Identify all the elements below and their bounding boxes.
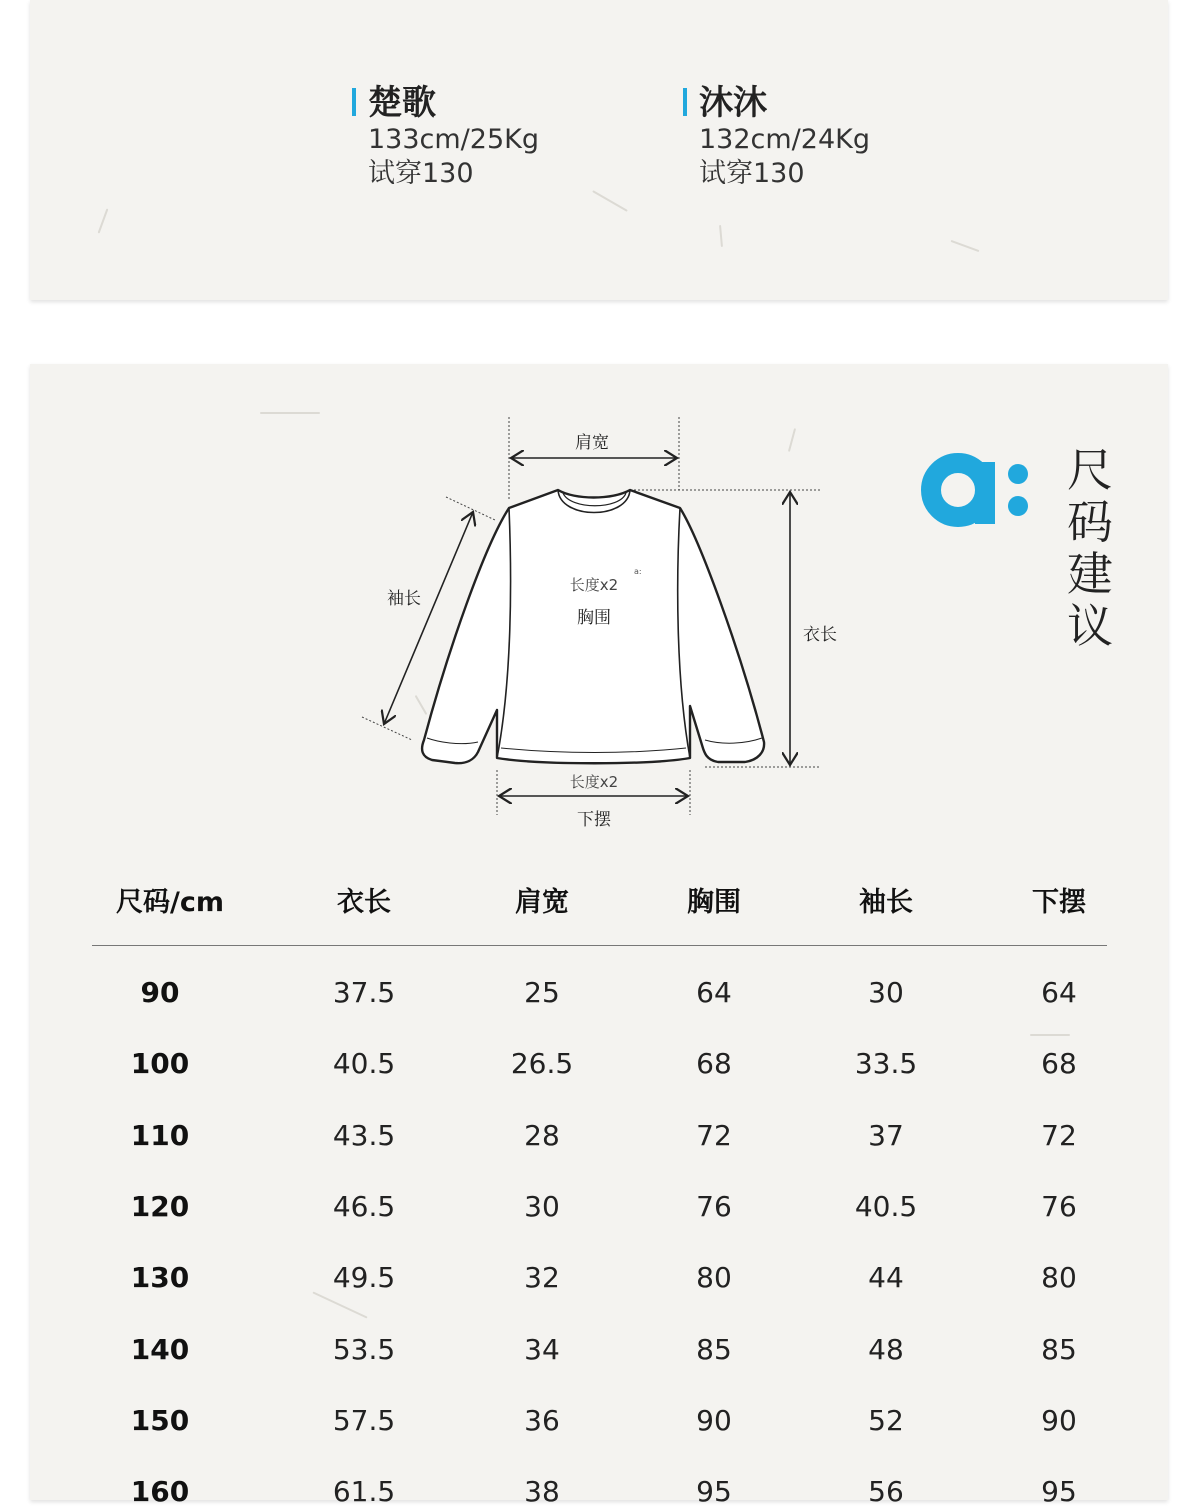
cell-hem: 76 bbox=[1041, 1189, 1077, 1223]
cell-length: 57.5 bbox=[332, 1403, 396, 1437]
table-row bbox=[0, 1187, 1200, 1227]
title-char: 尺 bbox=[1067, 443, 1113, 497]
table-row bbox=[0, 1330, 1200, 1370]
title-char: 建 bbox=[1067, 547, 1113, 601]
cell-shoulder: 34 bbox=[524, 1332, 560, 1366]
table-row bbox=[0, 1401, 1200, 1441]
cell-hem: 90 bbox=[1041, 1403, 1077, 1437]
chest-note: 长度x2 bbox=[569, 576, 619, 594]
table-row bbox=[0, 1116, 1200, 1156]
model-name: 楚歌 bbox=[368, 83, 436, 123]
model-name: 沐沐 bbox=[699, 83, 767, 123]
cell-chest: 95 bbox=[696, 1475, 732, 1509]
cell-hem: 68 bbox=[1041, 1047, 1077, 1081]
cell-length: 49.5 bbox=[332, 1261, 396, 1295]
sleeve-label: 袖长 bbox=[387, 589, 421, 609]
cell-sleeve: 44 bbox=[868, 1261, 904, 1295]
cell-sleeve: 56 bbox=[868, 1475, 904, 1509]
column-header-shoulder: 肩宽 bbox=[515, 887, 569, 918]
cell-length: 40.5 bbox=[332, 1047, 396, 1081]
cell-hem: 72 bbox=[1041, 1118, 1077, 1152]
cell-sleeve: 40.5 bbox=[854, 1189, 918, 1223]
cell-shoulder: 32 bbox=[524, 1261, 560, 1295]
cell-chest: 90 bbox=[696, 1403, 732, 1437]
table-row bbox=[0, 1258, 1200, 1298]
cell-shoulder: 26.5 bbox=[510, 1047, 574, 1081]
cell-size: 90 bbox=[140, 976, 180, 1009]
table-row bbox=[0, 1472, 1200, 1512]
size-table-header bbox=[0, 880, 1200, 928]
table-row bbox=[0, 973, 1200, 1013]
cell-sleeve: 30 bbox=[868, 976, 904, 1009]
cell-chest: 85 bbox=[696, 1332, 732, 1366]
title-char: 议 bbox=[1067, 599, 1113, 653]
cell-chest: 68 bbox=[696, 1047, 732, 1081]
cell-shoulder: 25 bbox=[524, 976, 560, 1009]
cell-hem: 85 bbox=[1041, 1332, 1077, 1366]
model-stats: 133cm/25Kg bbox=[368, 124, 539, 155]
column-header-hem: 下摆 bbox=[1032, 887, 1086, 918]
cell-sleeve: 48 bbox=[868, 1332, 904, 1366]
hem-label: 下摆 bbox=[577, 810, 611, 830]
section-title bbox=[1062, 444, 1118, 652]
cell-sleeve: 52 bbox=[868, 1403, 904, 1437]
column-header-sleeve: 袖长 bbox=[859, 887, 913, 918]
cell-length: 61.5 bbox=[332, 1475, 396, 1509]
cell-shoulder: 36 bbox=[524, 1403, 560, 1437]
hem-note: 长度x2 bbox=[569, 773, 619, 791]
cell-size: 150 bbox=[130, 1403, 190, 1437]
cell-size: 120 bbox=[130, 1189, 190, 1223]
title-char: 码 bbox=[1067, 495, 1113, 549]
cell-length: 53.5 bbox=[332, 1332, 396, 1366]
column-header-size: 尺码/cm bbox=[116, 887, 224, 918]
cell-shoulder: 28 bbox=[524, 1118, 560, 1152]
chest-label: 胸围 bbox=[577, 608, 611, 628]
cell-hem: 64 bbox=[1041, 976, 1077, 1009]
cell-sleeve: 37 bbox=[868, 1118, 904, 1152]
model-fit: 试穿130 bbox=[699, 158, 805, 189]
cell-length: 46.5 bbox=[332, 1189, 396, 1223]
cell-size: 100 bbox=[130, 1047, 190, 1081]
cell-chest: 76 bbox=[696, 1189, 732, 1223]
chest-logo: a: bbox=[634, 567, 642, 576]
cell-shoulder: 38 bbox=[524, 1475, 560, 1509]
cell-chest: 80 bbox=[696, 1261, 732, 1295]
cell-shoulder: 30 bbox=[524, 1189, 560, 1223]
cell-size: 160 bbox=[130, 1475, 190, 1509]
cell-hem: 80 bbox=[1041, 1261, 1077, 1295]
model-stats: 132cm/24Kg bbox=[699, 124, 870, 155]
cell-length: 37.5 bbox=[332, 976, 396, 1009]
table-row bbox=[0, 1044, 1200, 1084]
cell-length: 43.5 bbox=[332, 1118, 396, 1152]
brand-logo bbox=[920, 452, 1036, 528]
length-label: 衣长 bbox=[803, 625, 837, 645]
cell-chest: 72 bbox=[696, 1118, 732, 1152]
cell-chest: 64 bbox=[696, 976, 732, 1009]
cell-sleeve: 33.5 bbox=[854, 1047, 918, 1081]
cell-size: 110 bbox=[130, 1118, 190, 1152]
column-header-chest: 胸围 bbox=[687, 887, 741, 918]
shoulder-label: 肩宽 bbox=[575, 433, 609, 453]
model-fit: 试穿130 bbox=[368, 158, 474, 189]
column-header-length: 衣长 bbox=[337, 887, 391, 918]
cell-size: 140 bbox=[130, 1332, 190, 1366]
cell-size: 130 bbox=[130, 1261, 190, 1295]
cell-hem: 95 bbox=[1041, 1475, 1077, 1509]
table-divider bbox=[92, 945, 1107, 946]
